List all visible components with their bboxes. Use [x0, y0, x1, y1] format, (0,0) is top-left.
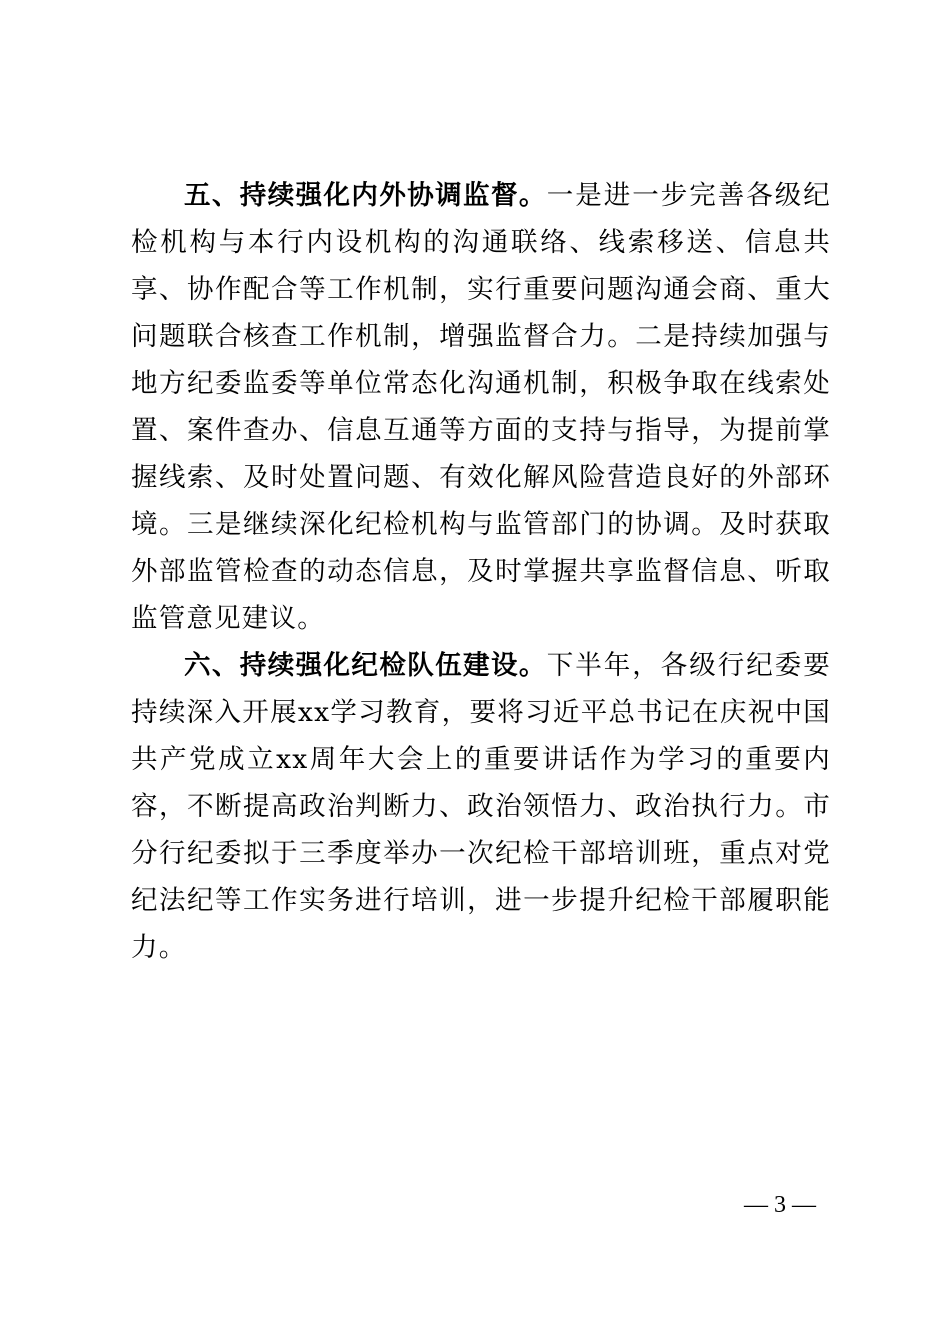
section-five-body: 一是进一步完善各级纪检机构与本行内设机构的沟通联络、线索移送、信息共享、协作配合等工作机制，实行重要问题沟通会商、重大问题联合核查工作机制，增强监督合力。二是持续加强与地方纪委监委等单位常态化沟通机制，积极争取在线索处置、案件查办、信息互通等方面的支持与指导，为提前掌握线索、及时处置问题、有效化解风险营造良好的外部环境。三是继续深化纪检机构与监管部门的协调。及时获取外部监管检查的动态信息，及时掌握共享监督信息、听取监管意见建议。 [131, 180, 832, 634]
page-number: — 3 — [744, 1192, 816, 1218]
section-six-body: 下半年，各级行纪委要持续深入开展xx学习教育，要将习近平总书记在庆祝中国共产党成立xx周年大会上的重要讲话作为学习的重要内容，不断提高政治判断力、政治领悟力、政治执行力。市分行纪委拟于三季度举办一次纪检干部培训班，重点对党纪法纪等工作实务进行培训，进一步提升纪检干部履职能力。 [131, 650, 832, 963]
paragraph-section-six [131, 642, 831, 971]
document-body [131, 172, 831, 971]
section-six-heading: 六、持续强化纪检队伍建设。 [184, 650, 547, 681]
section-five-heading: 五、持续强化内外协调监督。 [184, 180, 547, 211]
paragraph-section-five [131, 172, 831, 642]
